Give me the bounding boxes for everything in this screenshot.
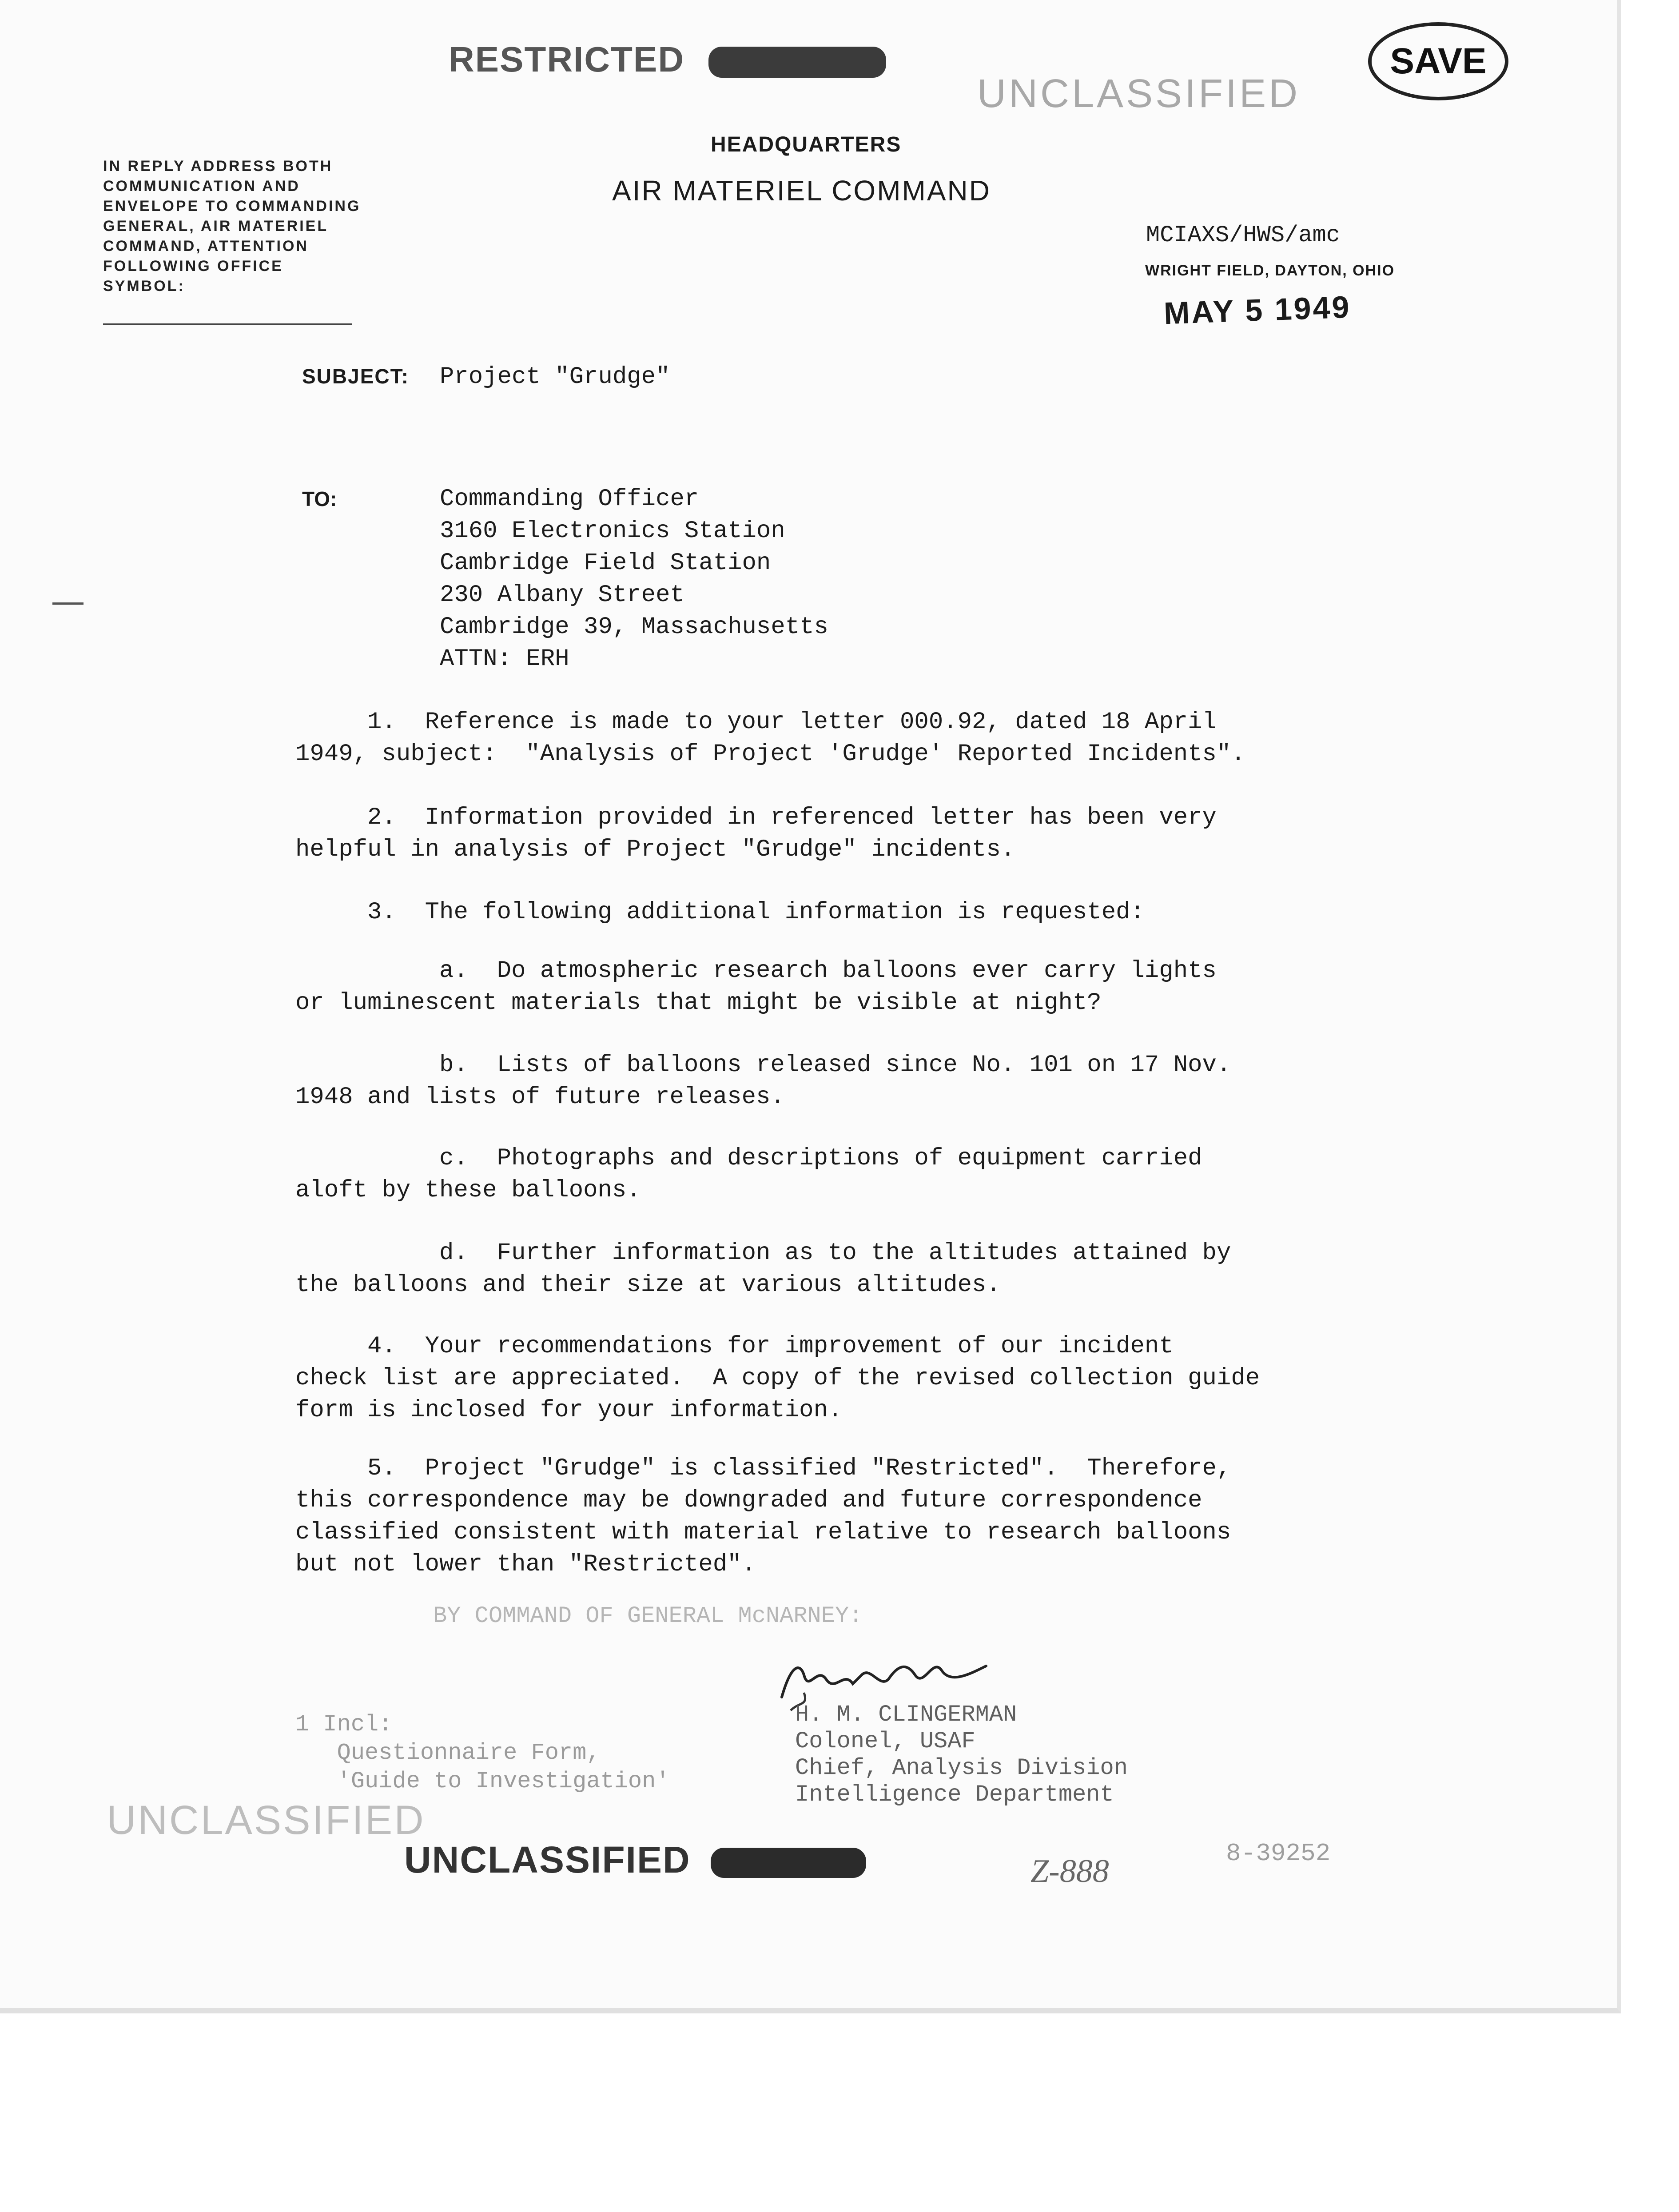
headquarters-heading: HEADQUARTERS bbox=[711, 133, 902, 156]
command-line: BY COMMAND OF GENERAL McNARNEY: bbox=[433, 1603, 863, 1629]
restricted-stamp-text: RESTRICTED bbox=[449, 40, 685, 79]
file-number: 8-39252 bbox=[1226, 1839, 1331, 1868]
handwritten-reference: Z-888 bbox=[1030, 1853, 1109, 1889]
margin-mark bbox=[52, 602, 84, 605]
address-line: 230 Albany Street bbox=[440, 582, 684, 609]
unclassified-stamp-top: UNCLASSIFIED bbox=[977, 72, 1301, 116]
save-stamp bbox=[1368, 22, 1508, 100]
paragraph-3a: a. Do atmospheric research balloons ever carry lights or luminescent materials that might be visible at night? bbox=[295, 957, 1217, 1016]
office-symbol-line bbox=[103, 323, 352, 325]
unclassified-stamp-bottom bbox=[404, 1838, 866, 1881]
redaction-smear-bottom bbox=[711, 1848, 866, 1878]
restricted-stamp-top bbox=[449, 39, 886, 80]
to-label: TO: bbox=[302, 487, 337, 510]
address-line: ATTN: ERH bbox=[440, 646, 569, 673]
address-line: Cambridge 39, Massachusetts bbox=[440, 614, 828, 641]
address-block bbox=[440, 483, 828, 675]
paragraph-3b: b. Lists of balloons released since No. 101 on 17 Nov. 1948 and lists of future releases. bbox=[295, 1052, 1231, 1111]
reply-instructions: IN REPLY ADDRESS BOTH COMMUNICATION AND ENVELOPE TO COMMANDING GENERAL, AIR MATERIEL COMMAND, ATTENTION FOLLOWING OFFICE SYMBOL: bbox=[103, 158, 361, 295]
unclassified-stamp-bottom-text: UNCLASSIFIED bbox=[404, 1839, 691, 1881]
redaction-smear-top bbox=[708, 47, 886, 78]
command-heading: AIR MATERIEL COMMAND bbox=[612, 175, 991, 207]
enclosure-note: 1 Incl: Questionnaire Form, 'Guide to Investigation' bbox=[295, 1711, 670, 1794]
subject-label: SUBJECT: bbox=[302, 365, 409, 388]
paragraph-5: 5. Project "Grudge" is classified "Restricted". Therefore, this correspondence may be downgraded and future correspondence classified consistent with material relative to research balloons but not lower than "Restricted". bbox=[295, 1455, 1231, 1578]
signature-block: H. M. CLINGERMAN Colonel, USAF Chief, Analysis Division Intelligence Department bbox=[795, 1702, 1128, 1808]
paragraph-3d: d. Further information as to the altitudes attained by the balloons and their size at various altitudes. bbox=[295, 1240, 1231, 1299]
paragraph-2: 2. Information provided in referenced letter has been very helpful in analysis of Project "Grudge" incidents. bbox=[295, 804, 1217, 863]
paragraph-4: 4. Your recommendations for improvement of our incident check list are appreciated. A copy of the revised collection guide form is inclosed for your information. bbox=[295, 1333, 1260, 1424]
office-symbol: MCIAXS/HWS/amc bbox=[1146, 222, 1340, 248]
date-stamp: MAY 5 1949 bbox=[1163, 289, 1352, 331]
paragraph-1: 1. Reference is made to your letter 000.92, dated 18 April 1949, subject: "Analysis of Project 'Grudge' Reported Incidents". bbox=[295, 709, 1245, 768]
address-line: 3160 Electronics Station bbox=[440, 518, 785, 545]
address-line: Commanding Officer bbox=[440, 486, 699, 513]
subject-value: Project "Grudge" bbox=[440, 363, 670, 391]
location: WRIGHT FIELD, DAYTON, OHIO bbox=[1145, 262, 1395, 279]
paragraph-3c: c. Photographs and descriptions of equipment carried aloft by these balloons. bbox=[295, 1145, 1202, 1204]
unclassified-stamp-left: UNCLASSIFIED bbox=[107, 1797, 426, 1843]
address-line: Cambridge Field Station bbox=[440, 550, 771, 577]
paragraph-3: 3. The following additional information is requested: bbox=[295, 899, 1145, 926]
save-stamp-text: SAVE bbox=[1390, 41, 1487, 81]
